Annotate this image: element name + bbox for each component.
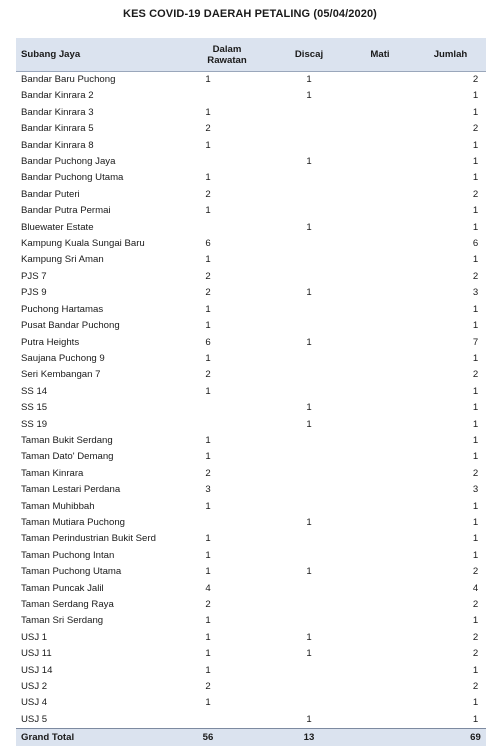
row-jumlah: 2 [472, 681, 479, 693]
row-dalam-rawatan: 1 [205, 172, 211, 184]
row-jumlah: 1 [472, 205, 479, 217]
row-mati [345, 515, 415, 531]
row-mati [345, 72, 415, 89]
row-dalam-rawatan: 1 [205, 664, 211, 676]
row-dalam-rawatan: 1 [205, 631, 211, 643]
row-location-name: SS 19 [21, 418, 48, 430]
row-discaj: 1 [306, 74, 312, 85]
row-discaj [273, 351, 345, 367]
row-mati [345, 335, 415, 351]
table-row [16, 335, 486, 351]
row-location-name: Taman Serdang Raya [21, 599, 114, 610]
table-row [16, 351, 486, 367]
table-row [16, 187, 486, 203]
row-discaj [273, 269, 345, 285]
header-subang-jaya: Subang Jaya [16, 38, 181, 72]
row-mati [345, 302, 415, 318]
row-dalam-rawatan: 1 [205, 139, 211, 151]
row-discaj [273, 252, 345, 268]
row-jumlah: 1 [472, 434, 479, 446]
table-row [16, 367, 486, 383]
row-discaj: 1 [306, 156, 312, 168]
grand-total-row [16, 729, 486, 747]
header-row [16, 38, 486, 72]
row-jumlah: 1 [472, 713, 479, 725]
row-jumlah: 1 [472, 352, 479, 364]
row-location-name: Taman Puchong Intan [21, 549, 115, 561]
row-discaj [273, 663, 345, 679]
row-discaj [273, 613, 345, 629]
row-discaj [273, 203, 345, 219]
row-mati [345, 252, 415, 268]
row-dalam-rawatan: 1 [205, 74, 211, 85]
row-mati [345, 187, 415, 203]
row-mati [345, 466, 415, 482]
table-row [16, 646, 486, 662]
row-dalam-rawatan: 3 [205, 484, 211, 496]
row-location-name: Taman Perindustrian Bukit Serd [21, 533, 156, 545]
row-location-name: Bandar Kinrara 2 [21, 90, 94, 102]
row-dalam-rawatan [181, 712, 273, 729]
row-dalam-rawatan: 2 [205, 467, 211, 479]
row-mati [345, 679, 415, 695]
row-mati [345, 581, 415, 597]
row-jumlah: 1 [472, 697, 479, 709]
row-discaj [273, 466, 345, 482]
row-location-name: Bandar Kinrara 8 [21, 139, 94, 151]
table-row [16, 499, 486, 515]
row-discaj [273, 597, 345, 613]
row-jumlah: 2 [472, 599, 479, 610]
table-row [16, 433, 486, 449]
row-jumlah: 1 [472, 549, 479, 561]
row-discaj: 1 [306, 402, 312, 414]
row-location-name: Taman Kinrara [21, 467, 84, 479]
table-row [16, 581, 486, 597]
row-mati [345, 236, 415, 252]
row-discaj: 1 [306, 287, 312, 299]
row-jumlah: 4 [472, 582, 479, 594]
row-discaj [273, 384, 345, 400]
row-discaj [273, 548, 345, 564]
row-location-name: Taman Sri Serdang [21, 615, 104, 627]
row-discaj [273, 318, 345, 334]
row-discaj [273, 531, 345, 547]
row-jumlah: 2 [472, 74, 479, 85]
row-mati [345, 138, 415, 154]
row-jumlah: 1 [472, 516, 479, 528]
header-dalam-rawatan [181, 38, 273, 72]
row-dalam-rawatan [181, 400, 273, 416]
row-discaj [273, 449, 345, 465]
row-discaj [273, 679, 345, 695]
row-mati [345, 449, 415, 465]
table-row [16, 384, 486, 400]
table-row [16, 712, 486, 729]
table-row [16, 220, 486, 236]
row-mati [345, 564, 415, 580]
row-location-name: Taman Lestari Perdana [21, 484, 121, 496]
row-mati [345, 121, 415, 137]
table-row [16, 417, 486, 433]
row-mati [345, 482, 415, 498]
row-jumlah: 1 [472, 664, 479, 676]
row-discaj [273, 105, 345, 121]
row-location-name: Taman Mutiara Puchong [21, 516, 125, 528]
row-dalam-rawatan: 1 [205, 549, 211, 561]
row-dalam-rawatan: 2 [205, 188, 211, 200]
row-discaj [273, 581, 345, 597]
row-jumlah: 3 [472, 484, 479, 496]
row-jumlah: 1 [472, 533, 479, 545]
header-jumlah: Jumlah [415, 38, 486, 72]
row-location-name: USJ 14 [21, 664, 53, 676]
row-discaj [273, 499, 345, 515]
row-discaj: 1 [306, 631, 312, 643]
row-dalam-rawatan: 6 [205, 336, 211, 348]
table-row [16, 679, 486, 695]
table-row [16, 154, 486, 170]
table-row [16, 695, 486, 711]
table-row [16, 252, 486, 268]
row-discaj [273, 121, 345, 137]
row-jumlah: 1 [472, 320, 479, 332]
header-dalam: Dalam [212, 43, 242, 55]
row-discaj: 1 [306, 336, 312, 348]
row-jumlah: 1 [472, 254, 479, 266]
row-jumlah: 2 [472, 631, 479, 643]
table-row [16, 400, 486, 416]
row-discaj: 1 [306, 90, 312, 102]
row-discaj [273, 695, 345, 711]
row-location-name: Seri Kembangan 7 [21, 369, 101, 381]
table-row [16, 531, 486, 547]
row-discaj [273, 187, 345, 203]
table-row [16, 203, 486, 219]
row-jumlah: 3 [472, 287, 479, 299]
table-row [16, 105, 486, 121]
row-jumlah: 1 [472, 451, 479, 463]
table-row [16, 613, 486, 629]
row-mati [345, 499, 415, 515]
row-dalam-rawatan [181, 220, 273, 236]
row-jumlah: 1 [472, 303, 479, 315]
row-discaj: 1 [306, 418, 312, 430]
row-dalam-rawatan: 1 [205, 385, 211, 397]
row-jumlah: 1 [472, 172, 479, 184]
row-location-name: PJS 9 [21, 287, 47, 299]
row-dalam-rawatan [181, 154, 273, 170]
table-row [16, 302, 486, 318]
row-location-name: Kampung Sri Aman [21, 254, 104, 266]
row-dalam-rawatan: 1 [205, 106, 211, 118]
table-row [16, 449, 486, 465]
row-mati [345, 154, 415, 170]
row-location-name: USJ 2 [21, 681, 48, 693]
row-mati [345, 170, 415, 186]
grand-total-mati [345, 729, 415, 747]
row-dalam-rawatan: 1 [205, 697, 211, 709]
row-dalam-rawatan: 6 [205, 238, 211, 250]
table-row [16, 138, 486, 154]
row-location-name: Bluewater Estate [21, 221, 94, 233]
table-row [16, 170, 486, 186]
grand-total-jumlah: 69 [415, 729, 486, 747]
row-dalam-rawatan: 1 [205, 320, 211, 332]
table-footer [16, 729, 486, 747]
row-discaj: 1 [306, 566, 312, 578]
row-mati [345, 548, 415, 564]
row-location-name: PJS 7 [21, 270, 47, 282]
row-dalam-rawatan: 1 [205, 254, 211, 266]
row-discaj [273, 236, 345, 252]
table-row [16, 663, 486, 679]
table-row [16, 121, 486, 137]
row-location-name: Bandar Baru Puchong [21, 74, 116, 85]
grand-total-discaj: 13 [273, 729, 345, 747]
row-dalam-rawatan: 1 [205, 352, 211, 364]
row-location-name: Bandar Puchong Jaya [21, 156, 116, 168]
table-row [16, 236, 486, 252]
grand-total-label: Grand Total [16, 729, 181, 747]
row-mati [345, 646, 415, 662]
row-dalam-rawatan: 1 [205, 566, 211, 578]
row-mati [345, 630, 415, 646]
table-body [16, 72, 486, 729]
row-discaj [273, 482, 345, 498]
row-location-name: Taman Puchong Utama [21, 566, 122, 578]
row-mati [345, 384, 415, 400]
row-dalam-rawatan: 1 [205, 451, 211, 463]
row-discaj [273, 367, 345, 383]
row-discaj [273, 302, 345, 318]
row-location-name: Taman Dato' Demang [21, 451, 114, 463]
row-mati [345, 220, 415, 236]
row-dalam-rawatan: 1 [205, 434, 211, 446]
row-jumlah: 1 [472, 418, 479, 430]
row-mati [345, 88, 415, 104]
row-dalam-rawatan [181, 515, 273, 531]
row-dalam-rawatan [181, 417, 273, 433]
row-location-name: USJ 11 [21, 648, 52, 660]
header-mati: Mati [345, 38, 415, 72]
covid-cases-table [16, 38, 486, 746]
row-mati [345, 318, 415, 334]
row-mati [345, 367, 415, 383]
row-discaj: 1 [306, 221, 312, 233]
row-location-name: Pusat Bandar Puchong [21, 320, 120, 332]
row-location-name: Taman Bukit Serdang [21, 434, 113, 446]
row-location-name: Bandar Puteri [21, 188, 80, 200]
row-mati [345, 613, 415, 629]
row-jumlah: 6 [472, 238, 479, 250]
row-mati [345, 663, 415, 679]
row-jumlah: 1 [472, 615, 479, 627]
row-dalam-rawatan: 1 [205, 205, 211, 217]
row-location-name: Putra Heights [21, 336, 80, 348]
row-jumlah: 2 [472, 270, 479, 282]
row-mati [345, 597, 415, 613]
table-row [16, 466, 486, 482]
row-mati [345, 269, 415, 285]
table-row [16, 285, 486, 301]
row-discaj [273, 433, 345, 449]
row-location-name: Kampung Kuala Sungai Baru [21, 238, 145, 250]
row-location-name: USJ 1 [21, 631, 48, 643]
row-mati [345, 695, 415, 711]
row-dalam-rawatan: 1 [205, 648, 211, 660]
table-row [16, 515, 486, 531]
row-jumlah: 2 [472, 648, 479, 660]
row-location-name: SS 15 [21, 402, 48, 414]
row-mati [345, 351, 415, 367]
row-location-name: USJ 4 [21, 697, 48, 709]
row-dalam-rawatan: 2 [205, 369, 211, 381]
row-dalam-rawatan: 1 [205, 500, 211, 512]
table-row [16, 564, 486, 580]
row-discaj: 1 [306, 713, 312, 725]
row-jumlah: 1 [472, 500, 479, 512]
table-row [16, 269, 486, 285]
row-jumlah: 1 [472, 106, 479, 118]
row-dalam-rawatan: 1 [205, 303, 211, 315]
table-row [16, 72, 486, 89]
row-jumlah: 1 [472, 139, 479, 151]
row-mati [345, 417, 415, 433]
row-dalam-rawatan: 2 [205, 681, 211, 693]
table-row [16, 318, 486, 334]
row-location-name: Bandar Puchong Utama [21, 172, 124, 184]
row-dalam-rawatan [181, 88, 273, 104]
row-location-name: Puchong Hartamas [21, 303, 104, 315]
row-location-name: Taman Puncak Jalil [21, 582, 104, 594]
row-jumlah: 1 [472, 90, 479, 102]
row-mati [345, 285, 415, 301]
row-location-name: Bandar Kinrara 3 [21, 106, 94, 118]
table-row [16, 548, 486, 564]
table-row [16, 482, 486, 498]
row-jumlah: 2 [472, 123, 479, 135]
row-jumlah: 1 [472, 156, 479, 168]
row-dalam-rawatan: 1 [205, 533, 211, 545]
row-mati [345, 203, 415, 219]
row-location-name: USJ 5 [21, 713, 48, 725]
row-location-name: Bandar Putra Permai [21, 205, 111, 217]
row-mati [345, 712, 415, 729]
row-jumlah: 1 [472, 385, 479, 397]
row-jumlah: 2 [472, 467, 479, 479]
grand-total-rawatan: 56 [181, 729, 273, 747]
row-dalam-rawatan: 4 [205, 582, 211, 594]
table-row [16, 597, 486, 613]
row-jumlah: 7 [472, 336, 479, 348]
row-jumlah: 1 [472, 221, 479, 233]
row-location-name: SS 14 [21, 385, 48, 397]
row-mati [345, 105, 415, 121]
row-jumlah: 2 [472, 188, 479, 200]
table-header [16, 38, 486, 72]
header-rawatan: Rawatan [207, 54, 247, 66]
row-jumlah: 2 [472, 369, 479, 381]
row-location-name: Taman Muhibbah [21, 500, 95, 512]
row-dalam-rawatan: 2 [205, 287, 211, 299]
row-mati [345, 531, 415, 547]
row-mati [345, 400, 415, 416]
row-dalam-rawatan: 2 [205, 123, 211, 135]
row-jumlah: 1 [472, 402, 479, 414]
row-discaj [273, 170, 345, 186]
row-jumlah: 2 [472, 566, 479, 578]
table-row [16, 88, 486, 104]
row-location-name: Saujana Puchong 9 [21, 352, 105, 364]
header-discaj: Discaj [273, 38, 345, 72]
page-title: KES COVID-19 DAERAH PETALING (05/04/2020) [123, 8, 377, 20]
row-discaj: 1 [306, 516, 312, 528]
table-row [16, 630, 486, 646]
row-dalam-rawatan: 2 [205, 599, 211, 610]
row-location-name: Bandar Kinrara 5 [21, 123, 94, 135]
row-dalam-rawatan: 1 [205, 615, 211, 627]
row-discaj [273, 138, 345, 154]
row-dalam-rawatan: 2 [205, 270, 211, 282]
row-discaj: 1 [306, 648, 312, 660]
row-mati [345, 433, 415, 449]
